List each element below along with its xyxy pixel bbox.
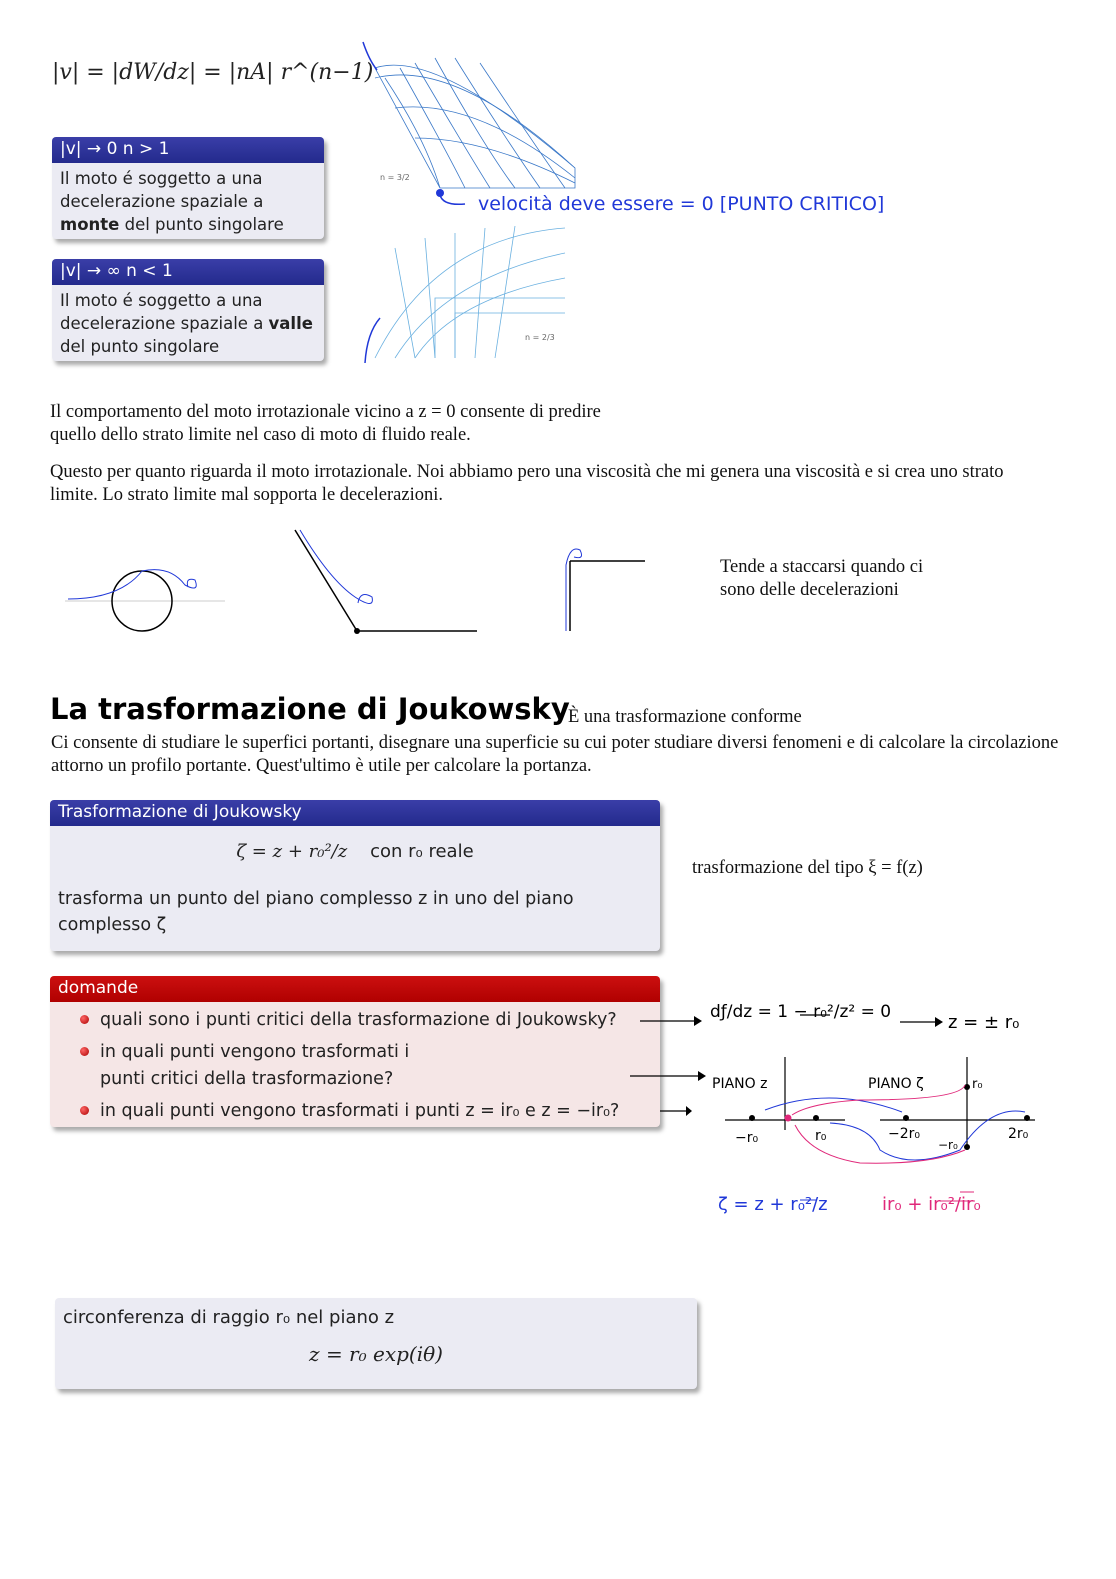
label: −r₀ (938, 1138, 958, 1152)
label: r₀ (972, 1077, 983, 1092)
label: −r₀ (735, 1130, 759, 1146)
paragraph-1: Il comportamento del moto irrotazionale vicino a z = 0 consente di predire quello dello strato limite nel caso di moto di fluido reale. (50, 402, 601, 445)
box-circonferenza (55, 1298, 697, 1389)
label: 2r₀ (1008, 1126, 1029, 1142)
separation-sketches (60, 525, 660, 645)
question-item: quali sono i punti critici della trasformazione di Joukowsky? (58, 1007, 652, 1034)
paragraph-2: Questo per quanto riguarda il moto irrotazionale. Noi abbiamo pero una viscosità che mi genera una viscosità e si crea uno strato limite. Lo strato limite mal sopporta le decelerazioni. (50, 462, 1004, 505)
section-title: La trasformazione di Joukowsky (50, 692, 570, 726)
sketch-note: Tende a staccarsi quando ci sono delle decelerazioni (720, 557, 924, 600)
section-subtitle: È una trasformazione conforme (568, 707, 802, 727)
text: del punto singolare (119, 215, 284, 234)
box-monte-title: |v| → 0 n > 1 (52, 137, 324, 163)
bold-text: monte (60, 215, 120, 234)
box-valle (52, 259, 324, 361)
box-text: circonferenza di raggio r₀ nel piano z (63, 1307, 395, 1328)
velocity-formula: |v| = |dW/dz| = |nA| r^(n−1) (52, 60, 374, 85)
critical-result: z = ± r₀ (948, 1012, 1020, 1033)
critical-point-note: velocità deve essere = 0 [PUNTO CRITICO] (478, 193, 885, 215)
box-domande (50, 976, 660, 1127)
zeta-formula: ζ = z + r₀²/z (718, 1194, 828, 1215)
text: del punto singolare (60, 337, 220, 356)
pink-formula: ir₀ + ir₀²/ir₀ (882, 1194, 981, 1215)
derivative-eq: dƒ/dz = 1 − r₀²/z² = 0 (710, 1002, 892, 1022)
arrow-icon (365, 318, 380, 363)
bold-text: valle (268, 314, 313, 333)
label: r₀ (815, 1128, 827, 1144)
piano-zeta-label: PIANO ζ (868, 1076, 924, 1092)
arrow-icon (363, 42, 377, 70)
piano-z-label: PIANO z (712, 1076, 768, 1092)
box-joukowsky (50, 800, 660, 951)
text: Il moto é soggetto a una decelerazione spaziale a (60, 291, 269, 333)
question-item: in quali punti vengono trasformati i punti critici della trasformazione? (58, 1039, 652, 1093)
box-text: trasforma un punto del piano complesso z in uno del piano complesso ζ (58, 889, 574, 935)
transform-type-note: trasformazione del tipo ξ = f(z) (692, 858, 923, 878)
text: Il moto é soggetto a una decelerazione spaziale a (60, 169, 264, 211)
joukowsky-formula: ζ = z + r₀²/z (236, 841, 348, 862)
question-item: in quali punti vengono trasformati i punti z = ir₀ e z = −ir₀? (58, 1098, 652, 1125)
box-joukowsky-title: Trasformazione di Joukowsky (50, 800, 660, 826)
grid-label-1: n = 3/2 (380, 173, 410, 182)
grid-n-3-2 (375, 58, 575, 188)
label: −2r₀ (888, 1126, 921, 1142)
box-valle-title: |v| → ∞ n < 1 (52, 259, 324, 285)
box-domande-title: domande (50, 976, 660, 1002)
paragraph-3: Ci consente di studiare le superfici portanti, disegnare una superficie su cui poter studiare diversi fenomeni e di calcolare la circolazione attorno un profilo portante. Quest'ultimo è utile per calcolare la portanza. (51, 733, 1059, 776)
condition: con r₀ reale (370, 841, 474, 862)
box-monte (52, 137, 324, 239)
handwritten-notes (630, 985, 1060, 1245)
grid-label-2: n = 2/3 (525, 333, 555, 342)
circle-formula: z = r₀ exp(iθ) (309, 1342, 443, 1366)
